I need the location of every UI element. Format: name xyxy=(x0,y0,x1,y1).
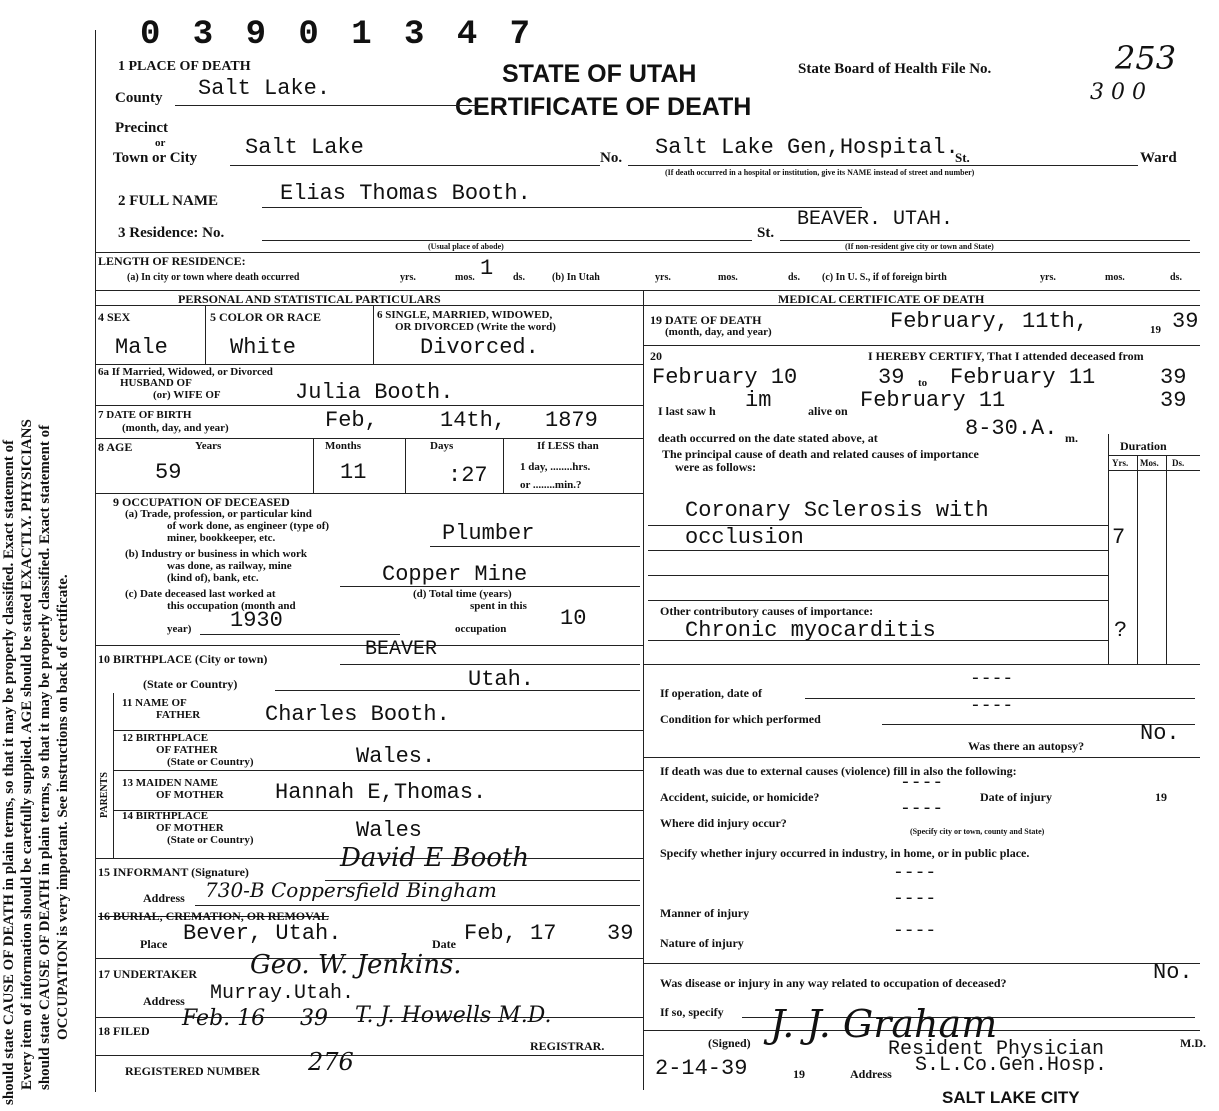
m-label: m. xyxy=(1065,431,1078,445)
birthplace-state: Utah. xyxy=(468,667,535,692)
length-ds-3: ds. xyxy=(1170,272,1182,283)
time-of-death: 8-30.A. xyxy=(965,416,1058,441)
last-saw-label: I last saw h xyxy=(658,404,716,418)
town-value: Salt Lake xyxy=(245,135,364,160)
spouse-value: Julia Booth. xyxy=(295,380,454,405)
duration-mos: Mos. xyxy=(1140,458,1159,468)
mbirth-label-1: 14 BIRTHPLACE xyxy=(122,810,209,822)
filed-label: 18 FILED xyxy=(98,1024,150,1038)
contributory-label: Other contributory causes of importance: xyxy=(660,604,874,618)
less-than-label: If LESS than xyxy=(537,440,599,452)
marital-label-1: 6 SINGLE, MARRIED, WIDOWED, xyxy=(377,309,553,321)
length-residence-label: LENGTH OF RESIDENCE: xyxy=(98,254,246,268)
dob-year: 1879 xyxy=(545,408,598,433)
operation-label: If operation, date of xyxy=(660,686,762,700)
duration-label: Duration xyxy=(1120,439,1167,453)
sex-value: Male xyxy=(115,335,168,360)
length-yrs-3: yrs. xyxy=(1040,272,1056,283)
md-label: M.D. xyxy=(1180,1036,1206,1050)
birthplace-city: BEAVER xyxy=(365,638,438,661)
where-note: (Specify city or town, county and State) xyxy=(910,827,1045,836)
age-days: :27 xyxy=(448,463,488,488)
cause-line-2: occlusion xyxy=(685,525,804,550)
side-text-2: Every item of information should be carefully supplied. AGE should be stated EXACTLY. PHYSICIANS xyxy=(19,419,35,1090)
sign-date: 2-14-39 xyxy=(655,1056,748,1081)
hospital-note: (If death occurred in a hospital or institution, give its NAME instead of street and number) xyxy=(665,168,975,177)
occ-d-3: occupation xyxy=(455,623,507,635)
color-value: White xyxy=(230,335,297,360)
days-label: Days xyxy=(430,440,454,452)
occ-c-2: this occupation (month and xyxy=(167,600,296,612)
certify-text: I HEREBY CERTIFY, That I attended deceased from xyxy=(868,349,1144,363)
last-worked-value: 1930 xyxy=(230,608,283,633)
condition-dash: ---- xyxy=(970,696,1014,716)
burial-place-label: Place xyxy=(140,937,168,951)
nature-label: Nature of injury xyxy=(660,936,744,950)
burial-year-value: 39 xyxy=(607,921,634,946)
residence-label: 3 Residence: No. xyxy=(118,225,225,241)
personal-heading: PERSONAL AND STATISTICAL PARTICULARS xyxy=(178,292,441,306)
related-value: No. xyxy=(1153,960,1193,985)
informant-address: 730-B Coppersfield Bingham xyxy=(205,878,497,902)
occ-a-3: miner, bookkeeper, etc. xyxy=(167,532,276,544)
registrar-signature: T. J. Howells M.D. xyxy=(355,1003,552,1028)
informant-signature: David E Booth xyxy=(340,843,530,873)
autopsy-value: No. xyxy=(1140,721,1180,746)
occ-c-3: year) xyxy=(167,623,192,635)
occ-b-1: (b) Industry or business in which work xyxy=(125,548,307,560)
accident-dash: ---- xyxy=(900,773,944,793)
length-ds-1: ds. xyxy=(513,272,525,283)
spouse-label-2: HUSBAND OF xyxy=(120,377,192,389)
county-value: Salt Lake. xyxy=(198,76,331,101)
father-label-2: FATHER xyxy=(156,709,201,721)
registered-number: 276 xyxy=(308,1048,354,1076)
father-birthplace: Wales. xyxy=(356,744,436,769)
length-us-label: (c) In U. S., if of foreign birth xyxy=(822,272,947,283)
occupation-value: Plumber xyxy=(442,521,535,546)
mother-birthplace: Wales xyxy=(356,818,423,843)
occ-d-1: (d) Total time (years) xyxy=(413,588,512,600)
length-mos-value: 1 xyxy=(480,256,494,281)
informant-label: 15 INFORMANT (Signature) xyxy=(98,865,249,879)
file-label: State Board of Health File No. xyxy=(798,61,992,77)
manner-label: Manner of injury xyxy=(660,906,750,920)
accident-label: Accident, suicide, or homicide? xyxy=(660,790,820,804)
full-name-label: 2 FULL NAME xyxy=(118,193,219,209)
informant-address-label: Address xyxy=(143,891,185,905)
operation-dash: ---- xyxy=(970,669,1014,689)
fbirth-label-1: 12 BIRTHPLACE xyxy=(122,732,209,744)
sign-year-prefix: 19 xyxy=(793,1067,805,1081)
father-label-1: 11 NAME OF xyxy=(122,697,187,709)
salt-lake-city-stamp: SALT LAKE CITY xyxy=(942,1088,1080,1107)
physician-address: S.L.Co.Gen.Hosp. xyxy=(915,1054,1108,1077)
dod-value: February, 11th, xyxy=(890,309,1089,334)
contributory-duration: ? xyxy=(1114,618,1128,643)
duration-ds: Ds. xyxy=(1172,458,1185,468)
mbirth-label-2: OF MOTHER xyxy=(156,822,224,834)
months-label: Months xyxy=(325,440,362,452)
where-injury-label: Where did injury occur? xyxy=(660,816,787,830)
registrar-label: REGISTRAR. xyxy=(530,1039,605,1053)
length-ds-2: ds. xyxy=(788,272,800,283)
residence-value: BEAVER. UTAH. xyxy=(797,208,954,231)
age-months: 11 xyxy=(340,460,367,485)
medical-heading: MEDICAL CERTIFICATE OF DEATH xyxy=(778,292,985,306)
town-label: Town or City xyxy=(113,150,198,166)
date-of-injury-label: Date of injury xyxy=(980,790,1052,804)
attended-to: February 11 xyxy=(950,365,1096,390)
cause-duration: 7 xyxy=(1112,525,1126,550)
alive-on-label: alive on xyxy=(808,404,848,418)
file-number-hand: 3 0 0 xyxy=(1090,80,1146,105)
occ-a-1: (a) Trade, profession, or particular kind xyxy=(125,508,312,520)
st-label: St. xyxy=(955,150,970,165)
dod-label-1: 19 DATE OF DEATH xyxy=(650,313,762,327)
principal-cause-2: were as follows: xyxy=(675,460,757,474)
birthplace-label: 10 BIRTHPLACE (City or town) xyxy=(98,652,268,666)
place-of-death-label: 1 PLACE OF DEATH xyxy=(118,59,251,74)
or-label: or xyxy=(155,137,166,149)
industry-value: Copper Mine xyxy=(382,562,528,587)
occ-c-1: (c) Date deceased last worked at xyxy=(125,588,276,600)
father-value: Charles Booth. xyxy=(265,702,450,727)
attended-from-year: 39 xyxy=(878,365,905,390)
resident-physician: Resident Physician xyxy=(888,1038,1105,1061)
side-text-1: should state CAUSE OF DEATH in plain terms, so that it may be properly classified. Exact statement of xyxy=(1,439,17,1105)
serial-number: 0 3 9 0 1 3 4 7 xyxy=(140,16,537,54)
filed-date: Feb. 16 xyxy=(182,1006,266,1031)
fbirth-label-2: OF FATHER xyxy=(156,744,218,756)
side-text-3: should state CAUSE OF DEATH in plain terms, so that it may be properly classified. Exact statement of xyxy=(37,424,53,1090)
birthplace-state-label: (State or Country) xyxy=(143,677,238,691)
spouse-label-3: (or) WIFE OF xyxy=(153,389,221,401)
autopsy-label: Was there an autopsy? xyxy=(968,739,1085,753)
burial-date-value: Feb, 17 xyxy=(464,921,557,946)
fbirth-label-3: (State or Country) xyxy=(167,756,254,768)
mother-label-1: 13 MAIDEN NAME xyxy=(122,777,218,789)
state-title: STATE OF UTAH xyxy=(502,60,697,88)
nature-dash: ---- xyxy=(893,921,937,941)
external-causes-label: If death was due to external causes (violence) fill in also the following: xyxy=(660,764,1017,778)
dob-day: 14th, xyxy=(440,408,507,433)
last-saw-year: 39 xyxy=(1160,388,1187,413)
side-text-4: OCCUPATION is very important. See instructions on back of certificate. xyxy=(55,574,71,1040)
length-mos-2: mos. xyxy=(718,272,738,283)
where-dash: ---- xyxy=(900,799,944,819)
occ-a-2: of work done, as engineer (type of) xyxy=(167,520,330,532)
occ-b-3: (kind of), bank, etc. xyxy=(167,572,259,584)
dod-label-2: (month, day, and year) xyxy=(665,326,772,338)
sex-label: 4 SEX xyxy=(98,310,131,324)
hospital-value: Salt Lake Gen,Hospital. xyxy=(655,135,959,160)
related-label: Was disease or injury in any way related to occupation of deceased? xyxy=(660,976,1007,990)
parents-label: PARENTS xyxy=(99,772,110,818)
specify-dash: ---- xyxy=(893,863,937,883)
or-min-label: or ........min.? xyxy=(520,479,582,491)
marital-value: Divorced. xyxy=(420,335,539,360)
county-label: County xyxy=(115,90,163,106)
injury-year-prefix: 19 xyxy=(1155,790,1167,804)
length-yrs-1: yrs. xyxy=(400,272,416,283)
length-mos-1: mos. xyxy=(455,272,475,283)
dob-label-2: (month, day, and year) xyxy=(122,422,229,434)
occ-b-2: was done, as railway, mine xyxy=(167,560,292,572)
precinct-label: Precinct xyxy=(115,120,169,136)
dod-year: 39 xyxy=(1172,309,1199,334)
nonresident-note: (If non-resident give city or town and State) xyxy=(845,242,994,251)
to-label: to xyxy=(918,377,928,389)
age-years: 59 xyxy=(155,460,182,485)
specify-label: Specify whether injury occurred in industry, in home, or in public place. xyxy=(660,846,1030,860)
principal-cause-1: The principal cause of death and related causes of importance xyxy=(662,447,979,461)
occ-d-2: spent in this xyxy=(470,600,527,612)
occupation-label: 9 OCCUPATION OF DECEASED xyxy=(113,495,290,509)
registered-number-label: REGISTERED NUMBER xyxy=(125,1064,261,1078)
undertaker-address: Murray.Utah. xyxy=(210,982,355,1005)
filed-year: 39 xyxy=(300,1006,328,1031)
burial-date-label: Date xyxy=(432,937,456,951)
condition-label: Condition for which performed xyxy=(660,712,821,726)
occurred-label: death occurred on the date stated above, at xyxy=(658,431,878,445)
signed-label: (Signed) xyxy=(708,1036,751,1050)
dob-label-1: 7 DATE OF BIRTH xyxy=(98,409,192,421)
file-number: 253 xyxy=(1115,39,1177,77)
full-name-value: Elias Thomas Booth. xyxy=(280,181,531,206)
certify-number: 20 xyxy=(650,349,662,363)
abode-note: (Usual place of abode) xyxy=(428,242,504,251)
mbirth-label-3: (State or Country) xyxy=(167,834,254,846)
dod-year-prefix: 19 xyxy=(1150,324,1161,336)
street-number-label: No. xyxy=(600,150,623,166)
length-city-label: (a) In city or town where death occurred xyxy=(127,272,300,283)
physician-signature: J. J. Graham xyxy=(770,1002,998,1046)
cause-line-1: Coronary Sclerosis with xyxy=(685,498,989,523)
ward-label: Ward xyxy=(1140,150,1177,166)
years-label: Years xyxy=(195,440,222,452)
attended-to-year: 39 xyxy=(1160,365,1187,390)
undertaker-address-label: Address xyxy=(143,994,185,1008)
total-time-value: 10 xyxy=(560,606,587,631)
mother-label-2: OF MOTHER xyxy=(156,789,224,801)
contributory-cause: Chronic myocarditis xyxy=(685,618,936,643)
age-label: 8 AGE xyxy=(98,440,133,454)
length-yrs-2: yrs. xyxy=(655,272,671,283)
burial-label: 16 BURIAL, CREMATION, OR REMOVAL xyxy=(98,909,329,923)
specify-dash-2: ---- xyxy=(893,889,937,909)
marital-label-2: OR DIVORCED (Write the word) xyxy=(395,321,556,333)
length-utah-label: (b) In Utah xyxy=(552,272,600,283)
if-so-label: If so, specify xyxy=(660,1005,724,1019)
color-label: 5 COLOR OR RACE xyxy=(210,310,322,324)
physician-address-label: Address xyxy=(850,1067,892,1081)
burial-place-value: Bever, Utah. xyxy=(183,921,342,946)
last-saw-him: im xyxy=(745,388,772,413)
certificate-title: CERTIFICATE OF DEATH xyxy=(455,93,752,121)
mother-value: Hannah E,Thomas. xyxy=(275,780,487,805)
last-saw-date: February 11 xyxy=(860,388,1006,413)
spouse-label-1: 6a If Married, Widowed, or Divorced xyxy=(98,366,273,378)
attended-from: February 10 xyxy=(652,365,798,390)
dob-month: Feb, xyxy=(325,408,378,433)
undertaker-label: 17 UNDERTAKER xyxy=(98,967,198,981)
undertaker-signature: Geo. W. Jenkins. xyxy=(250,950,462,980)
duration-yrs: Yrs. xyxy=(1112,458,1129,468)
residence-st-label: St. xyxy=(757,225,775,241)
day-hrs-label: 1 day, ........hrs. xyxy=(520,461,591,473)
length-mos-3: mos. xyxy=(1105,272,1125,283)
